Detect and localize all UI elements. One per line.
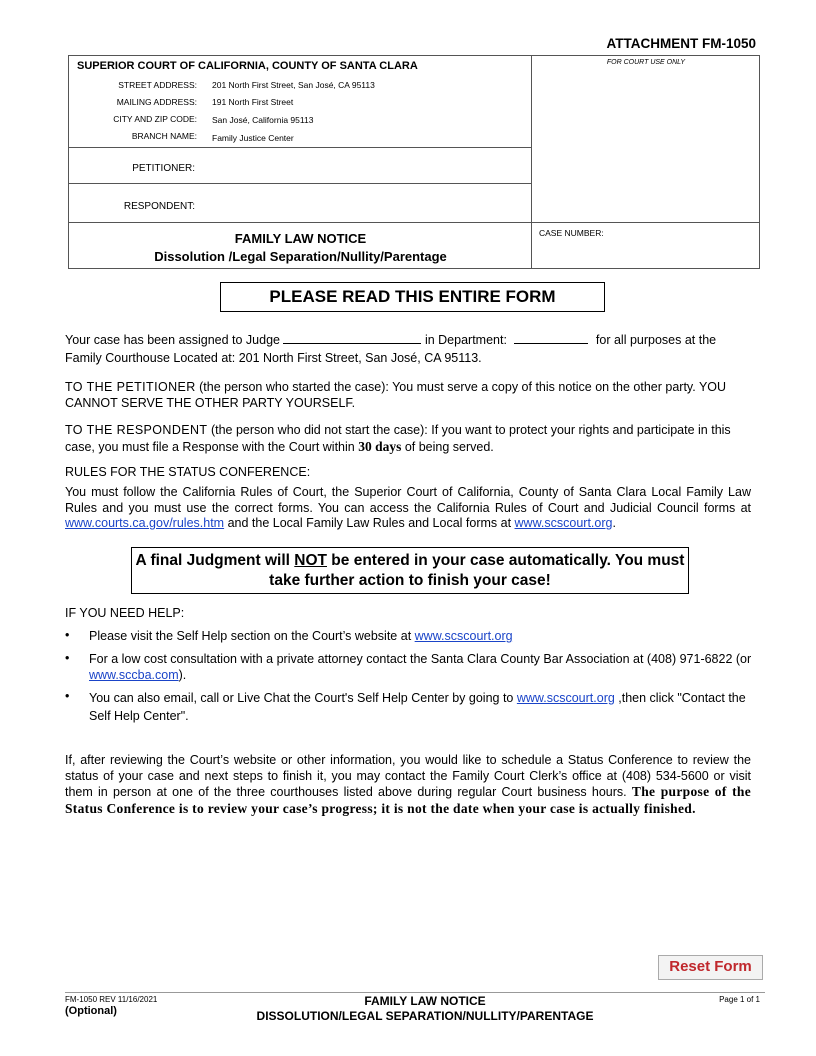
closing-text: If, after reviewing the Court’s website or other information, you would like to schedule a Status Conference to review the status of your case and next steps to finish it, you may contact the Family Court Clerk’s office at (408) 534-5600 or visit them in person at one of the three courthouses listed above during regular Court business hours. [65,753,751,799]
court-name: SUPERIOR COURT OF CALIFORNIA, COUNTY OF SANTA CLARA [77,60,418,72]
street-address-label: STREET ADDRESS: [118,80,197,90]
mailing-address-value: 191 North First Street [212,97,294,107]
city-zip-value: San José, California 95113 [212,115,314,125]
response-deadline: 30 days [358,438,402,454]
notice-title: FAMILY LAW NOTICE [234,231,367,246]
closing-bold-text: The purpose of the Status Conference is to review your case’s progress; it is not the date when your case is actually finished. [65,784,751,816]
bullet-icon: • [65,689,70,703]
help-item-text: Please visit the Self Help section on the Court’s website at [89,629,415,643]
help-item-attorney [89,651,753,683]
form-id: FM-1050 REV 11/16/2021 [65,995,158,1004]
petitioner-heading: TO THE PETITIONER [65,380,196,394]
read-entire-form-banner: PLEASE READ THIS ENTIRE FORM [220,282,605,312]
footer-subtitle: DISSOLUTION/LEGAL SEPARATION/NULLITY/PARENTAGE [256,1009,594,1023]
rules-text: and the Local Family Law Rules and Local forms at [224,516,515,530]
petitioner-instructions [65,380,751,411]
optional-label: (Optional) [65,1005,117,1017]
courts-rules-link[interactable]: www.courts.ca.gov/rules.htm [65,516,225,530]
divider [69,147,532,148]
assignment-paragraph [65,331,751,367]
footer-title: FAMILY LAW NOTICE [364,994,486,1008]
street-address-value: 201 North First Street, San José, CA 95113 [212,80,375,90]
department-blank [514,332,588,344]
assignment-text: Your case has been assigned to Judge [65,333,280,347]
footer-title-block [200,994,650,1024]
divider [69,222,532,223]
scscourt-link[interactable]: www.scscourt.org [514,516,613,530]
rules-paragraph [65,485,751,532]
branch-name-value: Family Justice Center [212,133,294,143]
caption-box [68,55,760,269]
closing-paragraph [65,753,751,817]
bullet-icon: • [65,651,70,665]
sccba-link[interactable]: www.sccba.com [89,668,179,682]
final-judgment-text: A final Judgment will [135,552,295,569]
final-judgment-not: NOT [294,552,327,569]
help-item-text: ). [178,668,187,682]
assignment-text: for all purposes at the [595,333,717,347]
help-item-text: You can also email, call or Live Chat the Court's Self Help Center by going to [89,691,517,705]
rules-heading: RULES FOR THE STATUS CONFERENCE: [65,465,311,479]
rules-text: . [612,516,616,530]
respondent-label: RESPONDENT: [123,201,195,212]
petitioner-text: (the person who started the case): You must serve a copy of this notice on the other party. YOU CANNOT SERVE THE OTHER PARTY YOURSELF. [65,380,727,410]
mailing-address-label: MAILING ADDRESS: [116,97,197,107]
assignment-address: Family Courthouse Located at: 201 North First Street, San José, CA 95113. [65,351,482,365]
court-use-only-label: FOR COURT USE ONLY [606,59,686,66]
help-item-website [89,628,753,644]
help-item-text: For a low cost consultation with a private attorney contact the Santa Clara County Bar Association at (408) 971-6822 (or [89,652,752,666]
city-zip-label: CITY AND ZIP CODE: [113,114,197,124]
court-info-column [69,56,532,268]
branch-name-label: BRANCH NAME: [131,131,197,141]
notice-subtitle: Dissolution /Legal Separation/Nullity/Parentage [154,249,447,264]
judge-blank [283,332,421,344]
final-judgment-notice [131,547,689,594]
respondent-instructions [65,423,751,455]
page-number: Page 1 of 1 [719,995,760,1004]
help-item-text: ,then click "Contact the Self Help Center". [89,691,746,723]
self-help-center-link[interactable]: www.scscourt.org [516,691,615,705]
footer-rule [65,992,765,993]
bullet-icon: • [65,628,70,642]
case-number-label: CASE NUMBER: [539,228,604,238]
self-help-link[interactable]: www.scscourt.org [414,629,513,643]
respondent-text: (the person who did not start the case): If you want to protect your rights and participate in this case, you must file a Response with the Court within [65,423,731,454]
respondent-heading: TO THE RESPONDENT [65,423,208,437]
help-item-self-help-center [89,689,753,725]
divider [532,222,760,223]
petitioner-label: PETITIONER: [132,163,195,174]
attachment-label: ATTACHMENT FM-1050 [606,36,756,51]
rules-text: You must follow the California Rules of Court, the Superior Court of California, County of Santa Clara Local Family Law Rules and you must use the correct forms. You can access the California Rules of Court and Judicial Council forms at [65,485,751,515]
final-judgment-text: be entered in your case automatically. You must take further action to finish your case! [269,552,685,589]
respondent-text: of being served. [401,439,494,454]
help-heading: IF YOU NEED HELP: [65,606,185,620]
assignment-text: in Department: [424,333,507,347]
reset-form-button[interactable]: Reset Form [658,955,763,980]
divider [69,183,532,184]
